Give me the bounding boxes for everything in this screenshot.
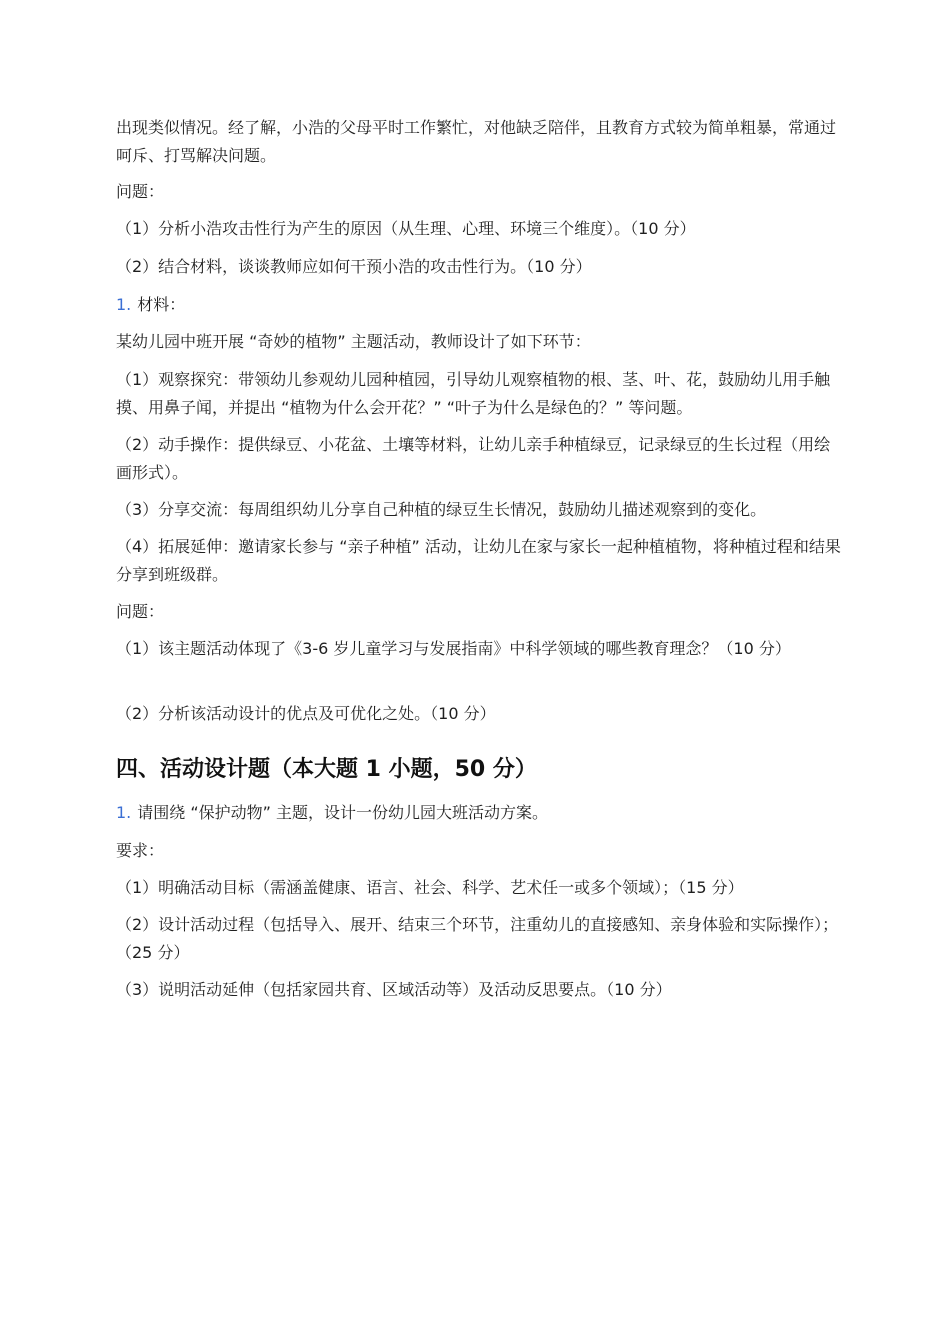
requirements-label: 要求： (116, 841, 165, 860)
list-number: 1. (116, 295, 132, 314)
list-number: 1. (116, 803, 132, 822)
question-item: （1）分析小浩攻击性行为产生的原因（从生理、心理、环境三个维度）。（10 分） (116, 219, 696, 238)
material-label (116, 291, 846, 319)
case-paragraph: 出现类似情况。经了解，小浩的父母平时工作繁忙，对他缺乏陪伴，且教育方式较为简单粗暴，常通过呵斥、打骂解决问题。 (116, 118, 837, 165)
question-item: （2）分析该活动设计的优点及可优化之处。（10 分） (116, 704, 496, 723)
requirement-item: （3）说明活动延伸（包括家园共育、区域活动等）及活动反思要点。（10 分） (116, 980, 672, 999)
question-item: （1）该主题活动体现了《3-6 岁儿童学习与发展指南》中科学领域的哪些教育理念？（10 分） (116, 639, 791, 658)
activity-step: （3）分享交流：每周组织幼儿分享自己种植的绿豆生长情况，鼓励幼儿描述观察到的变化。 (116, 500, 767, 519)
question-label: 问题： (116, 182, 165, 201)
section-heading: 四、活动设计题（本大题 1 小题，50 分） (116, 757, 537, 782)
material-label-text: 材料： (137, 295, 186, 314)
material-intro: 某幼儿园中班开展 “奇妙的植物” 主题活动，教师设计了如下环节： (116, 332, 591, 351)
requirement-item: （2）设计活动过程（包括导入、展开、结束三个环节，注重幼儿的直接感知、亲身体验和实际操作）；（25 分） (116, 915, 839, 962)
design-prompt (116, 799, 846, 827)
question-item: （2）结合材料，谈谈教师应如何干预小浩的攻击性行为。（10 分） (116, 257, 592, 276)
question-label: 问题： (116, 602, 165, 621)
activity-step: （2）动手操作：提供绿豆、小花盆、土壤等材料，让幼儿亲手种植绿豆，记录绿豆的生长过程（用绘画形式）。 (116, 435, 831, 482)
activity-step: （4）拓展延伸：邀请家长参与 “亲子种植” 活动，让幼儿在家与家长一起种植植物，将种植过程和结果分享到班级群。 (116, 537, 841, 584)
activity-step: （1）观察探究：带领幼儿参观幼儿园种植园，引导幼儿观察植物的根、茎、叶、花，鼓励幼儿用手触摸、用鼻子闻，并提出 “植物为什么会开花？” “叶子为什么是绿色的？” 等问题。 (116, 370, 831, 417)
design-prompt-text: 请围绕 “保护动物” 主题，设计一份幼儿园大班活动方案。 (137, 803, 549, 822)
requirement-item: （1）明确活动目标（需涵盖健康、语言、社会、科学、艺术任一或多个领域）；（15 分） (116, 878, 744, 897)
